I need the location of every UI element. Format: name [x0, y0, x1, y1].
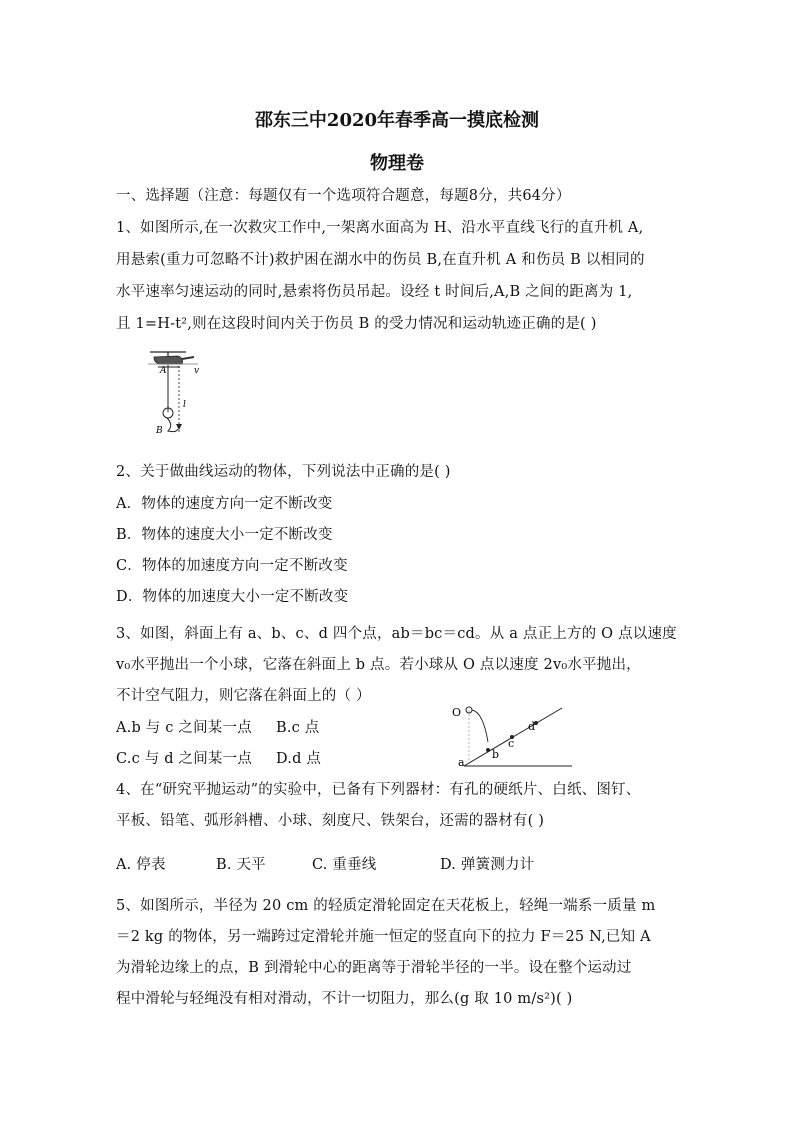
q5-line-4: 程中滑轮与轻绳没有相对滑动，不计一切阻力，那么(g 取 10 m/s²)( ) [116, 991, 573, 1007]
label-b: B [156, 426, 163, 436]
q2-option-b: B．物体的速度大小一定不断改变 [116, 527, 333, 543]
q3-option-b: B.c 点 [276, 720, 320, 736]
q5-line-3: 为滑轮边缘上的点，B 到滑轮中心的距离等于滑轮半径的一半。设在整个运动过 [116, 960, 632, 976]
q3-option-c: C.c 与 d 之间某一点 [116, 751, 253, 767]
q4-option-b: B. 天平 [216, 857, 266, 873]
label-a: a [458, 756, 465, 769]
q1-line-2: 用悬索(重力可忽略不计)救护困在湖水中的伤员 B,在直升机 A 和伤员 B 以相同的 [116, 252, 645, 268]
label-b: b [492, 748, 500, 761]
q3-line-3: 不计空气阻力，则它落在斜面上的（ ） [116, 688, 371, 704]
q5-line-1: 5、如图所示，半径为 20 cm 的轻质定滑轮固定在天花板上，轻绳一端系一质量 m [116, 898, 656, 914]
q2-stem: 2、关于做曲线运动的物体，下列说法中正确的是( ) [116, 464, 451, 480]
q3-option-d: D.d 点 [276, 751, 322, 767]
helicopter-icon [150, 352, 194, 367]
label-c: c [508, 737, 515, 750]
q1-line-3: 水平速率匀速运动的同时,悬索将伤员吊起。设经 t 时间后,A,B 之间的距离为 1, [116, 284, 633, 300]
q4-line-2: 平板、铅笔、弧形斜槽、小球、刻度尺、铁架台，还需的器材有( ) [116, 813, 545, 829]
q2-option-d: D．物体的加速度大小一定不断改变 [116, 589, 349, 605]
q5-line-2: ＝2 kg 的物体，另一端跨过定滑轮并施一恒定的竖直向下的拉力 F＝25 N,已知 A [116, 929, 651, 945]
q4-option-d: D. 弹簧测力计 [440, 857, 535, 873]
q3-line-1: 3、如图，斜面上有 a、b、c、d 四个点，ab＝bc＝cd。从 a 点正上方的 O 点以速度 [116, 626, 677, 642]
q1-line-1: 1、如图所示,在一次救灾工作中,一架离水面高为 H、沿水平直线飞行的直升机 A, [116, 220, 644, 236]
q4-option-c: C. 重垂线 [312, 857, 377, 873]
q3-incline-figure [450, 700, 580, 770]
q3-option-a: A.b 与 c 之间某一点 [116, 720, 252, 736]
section-heading: 一、选择题（注意：每题仅有一个选项符合题意，每题8分，共64分） [116, 188, 571, 204]
page-subtitle: 物理卷 [370, 153, 424, 174]
label-l: l [183, 400, 186, 410]
q4-option-a: A. 停表 [116, 857, 166, 873]
q1-helicopter-figure [140, 345, 220, 440]
q2-option-c: C．物体的加速度方向一定不断改变 [116, 558, 348, 574]
label-a: A [160, 366, 167, 376]
label-o: O [452, 706, 462, 719]
page-title: 邵东三中2020年春季高一摸底检测 [254, 110, 540, 131]
label-d: d [528, 720, 536, 733]
q1-line-4: 且 1=H-t²,则在这段时间内关于伤员 B 的受力情况和运动轨迹正确的是( ) [116, 316, 597, 332]
q4-line-1: 4、在“研究平抛运动”的实验中，已备有下列器材：有孔的硬纸片、白纸、图钉、 [116, 782, 641, 798]
label-v: v [194, 366, 200, 376]
q3-line-2: v₀水平抛出一个小球，它落在斜面上 b 点。若小球从 O 点以速度 2v₀水平抛出， [116, 657, 641, 673]
q2-option-a: A．物体的速度方向一定不断改变 [116, 496, 333, 512]
